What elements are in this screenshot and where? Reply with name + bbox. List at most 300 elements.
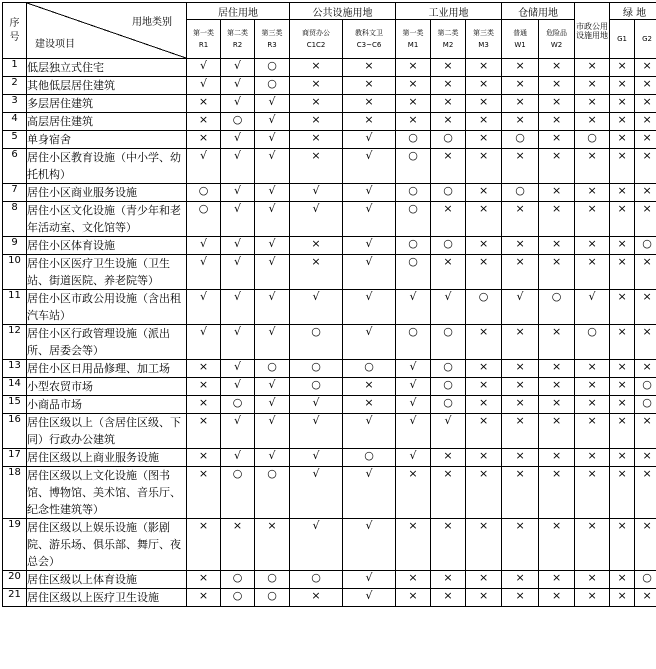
- compat-mark: √: [255, 95, 290, 113]
- compat-mark: √: [396, 449, 431, 467]
- compat-mark: ×: [466, 571, 502, 589]
- compat-mark: ×: [610, 378, 635, 396]
- compat-mark: ○: [466, 290, 502, 325]
- compat-mark: ○: [431, 184, 466, 202]
- compat-mark: ×: [187, 589, 221, 607]
- compat-mark: ×: [466, 378, 502, 396]
- compat-mark: ×: [502, 149, 539, 184]
- compat-mark: ×: [610, 255, 635, 290]
- row-number: 3: [3, 95, 27, 113]
- compat-mark: √: [290, 290, 343, 325]
- compat-mark: ○: [431, 325, 466, 360]
- compat-mark: ×: [502, 113, 539, 131]
- compat-mark: √: [343, 519, 396, 571]
- compat-mark: ○: [290, 325, 343, 360]
- project-name: 居住小区市政公用设施（含出租汽车站）: [27, 290, 187, 325]
- sub-header-name: 第一类: [402, 29, 424, 37]
- compat-mark: ×: [290, 255, 343, 290]
- table-row: [3, 378, 656, 396]
- row-number: 11: [3, 290, 27, 325]
- compat-mark: ×: [539, 589, 575, 607]
- compat-mark: ×: [396, 59, 431, 77]
- table-row: [3, 255, 656, 290]
- compat-mark: ×: [502, 255, 539, 290]
- compat-mark: ○: [187, 202, 221, 237]
- table-row: [3, 149, 656, 184]
- compat-mark: √: [255, 149, 290, 184]
- compat-mark: ×: [466, 589, 502, 607]
- compat-mark: ×: [575, 184, 610, 202]
- compat-mark: ○: [255, 571, 290, 589]
- compat-mark: ×: [343, 396, 396, 414]
- sub-header: [431, 20, 466, 59]
- compat-mark: ×: [575, 360, 610, 378]
- sub-header-code: G1: [617, 35, 627, 43]
- compat-mark: ○: [343, 449, 396, 467]
- compat-mark: ×: [502, 237, 539, 255]
- compat-mark: ×: [610, 131, 635, 149]
- compat-mark: ×: [635, 467, 656, 519]
- compat-mark: ○: [539, 290, 575, 325]
- project-name: 居住小区教育设施（中小学、幼托机构）: [27, 149, 187, 184]
- sub-header-name: 第二类: [227, 29, 248, 37]
- compat-mark: ×: [575, 149, 610, 184]
- sub-header-code: M1: [407, 41, 419, 49]
- compat-mark: ×: [466, 149, 502, 184]
- project-name: 居住小区日用品修理、加工场: [27, 360, 187, 378]
- compat-mark: ×: [610, 202, 635, 237]
- table-row: [3, 202, 656, 237]
- compat-mark: ×: [502, 378, 539, 396]
- row-number: 12: [3, 325, 27, 360]
- table-row: [3, 519, 656, 571]
- compat-mark: √: [290, 414, 343, 449]
- seq-header-char: 号: [9, 31, 20, 43]
- compat-mark: ×: [635, 202, 656, 237]
- compat-mark: ×: [466, 467, 502, 519]
- compat-mark: ×: [575, 571, 610, 589]
- compat-mark: ×: [635, 519, 656, 571]
- compat-mark: √: [290, 396, 343, 414]
- compat-mark: ×: [187, 378, 221, 396]
- sub-header: [396, 20, 431, 59]
- compat-mark: ×: [635, 255, 656, 290]
- compat-mark: ○: [431, 237, 466, 255]
- compat-mark: ×: [610, 396, 635, 414]
- corner-bottom-label: 建设项目: [35, 39, 75, 50]
- sub-header-code: M2: [442, 41, 454, 49]
- compat-mark: √: [255, 237, 290, 255]
- compat-mark: ×: [575, 95, 610, 113]
- sub-header-code: C3~C6: [356, 41, 382, 49]
- compat-mark: √: [290, 202, 343, 237]
- row-number: 1: [3, 59, 27, 77]
- compat-mark: ×: [290, 149, 343, 184]
- compat-mark: √: [187, 77, 221, 95]
- compat-mark: ×: [575, 467, 610, 519]
- compat-mark: ×: [539, 59, 575, 77]
- compat-mark: √: [221, 77, 255, 95]
- compat-mark: ×: [635, 184, 656, 202]
- compat-mark: √: [290, 184, 343, 202]
- compat-mark: √: [255, 113, 290, 131]
- compat-mark: ×: [635, 360, 656, 378]
- compat-mark: √: [343, 571, 396, 589]
- row-number: 19: [3, 519, 27, 571]
- row-number: 16: [3, 414, 27, 449]
- compat-mark: ×: [343, 378, 396, 396]
- compat-mark: ×: [610, 113, 635, 131]
- table-row: [3, 113, 656, 131]
- compat-mark: ○: [635, 378, 656, 396]
- sub-header: [255, 20, 290, 59]
- compat-mark: ×: [502, 59, 539, 77]
- compat-mark: ○: [221, 589, 255, 607]
- compat-mark: ○: [187, 184, 221, 202]
- compat-mark: ×: [539, 149, 575, 184]
- compat-mark: ○: [255, 589, 290, 607]
- table-row: [3, 131, 656, 149]
- compat-mark: ×: [466, 414, 502, 449]
- compat-mark: √: [255, 378, 290, 396]
- compat-mark: ×: [431, 589, 466, 607]
- project-name: 居住小区体育设施: [27, 237, 187, 255]
- group-header: 市政公用设施用地: [575, 3, 610, 59]
- compat-mark: ×: [539, 255, 575, 290]
- compat-mark: ○: [431, 131, 466, 149]
- compat-mark: ×: [635, 449, 656, 467]
- compat-mark: ×: [343, 95, 396, 113]
- sub-header-code: C1C2: [306, 41, 326, 49]
- compat-mark: √: [396, 360, 431, 378]
- compat-mark: ○: [635, 237, 656, 255]
- compat-mark: √: [221, 449, 255, 467]
- compat-mark: ×: [290, 59, 343, 77]
- compat-mark: √: [431, 290, 466, 325]
- sub-header: [635, 20, 656, 59]
- compat-mark: ×: [635, 113, 656, 131]
- compat-mark: ×: [466, 255, 502, 290]
- compat-mark: √: [255, 184, 290, 202]
- compat-mark: ×: [431, 95, 466, 113]
- compat-mark: ×: [575, 589, 610, 607]
- sub-header-code: W2: [550, 41, 563, 49]
- compat-mark: ×: [610, 519, 635, 571]
- project-name: 居住小区文化设施（青少年和老年活动室、文化馆等）: [27, 202, 187, 237]
- compat-mark: ×: [610, 571, 635, 589]
- project-name: 居住小区行政管理设施（派出所、居委会等）: [27, 325, 187, 360]
- land-use-compatibility-table: [2, 2, 656, 607]
- project-name: 居住区级以上商业服务设施: [27, 449, 187, 467]
- compat-mark: ×: [466, 237, 502, 255]
- compat-mark: √: [255, 131, 290, 149]
- compat-mark: ○: [396, 131, 431, 149]
- compat-mark: √: [290, 449, 343, 467]
- compat-mark: √: [575, 290, 610, 325]
- sub-header-code: G2: [642, 35, 652, 43]
- compat-mark: ×: [343, 113, 396, 131]
- compat-mark: ×: [610, 325, 635, 360]
- compat-mark: ○: [431, 360, 466, 378]
- compat-mark: ×: [575, 237, 610, 255]
- compat-mark: ×: [610, 184, 635, 202]
- compat-mark: ×: [466, 131, 502, 149]
- compat-mark: ×: [396, 519, 431, 571]
- compat-mark: ×: [610, 449, 635, 467]
- compat-mark: √: [343, 414, 396, 449]
- compat-mark: √: [396, 396, 431, 414]
- compat-mark: ×: [635, 290, 656, 325]
- compat-mark: ×: [290, 131, 343, 149]
- compat-mark: √: [221, 202, 255, 237]
- compat-mark: ×: [610, 589, 635, 607]
- group-header: 仓储用地: [502, 3, 575, 20]
- seq-header: [3, 3, 27, 59]
- row-number: 10: [3, 255, 27, 290]
- compat-mark: ○: [221, 113, 255, 131]
- compat-mark: √: [187, 59, 221, 77]
- project-name: 居住区级以上（含居住区级、下同）行政办公建筑: [27, 414, 187, 449]
- corner-header: [27, 3, 187, 59]
- sub-header: [343, 20, 396, 59]
- compat-mark: ×: [575, 449, 610, 467]
- compat-mark: ×: [502, 325, 539, 360]
- compat-mark: ×: [466, 184, 502, 202]
- project-name: 小型农贸市场: [27, 378, 187, 396]
- compat-mark: √: [221, 149, 255, 184]
- compat-mark: ×: [502, 519, 539, 571]
- compat-mark: √: [221, 290, 255, 325]
- project-name: 多层居住建筑: [27, 95, 187, 113]
- compat-mark: √: [187, 255, 221, 290]
- compat-mark: ×: [610, 237, 635, 255]
- compat-mark: ×: [396, 77, 431, 95]
- compat-mark: ×: [539, 467, 575, 519]
- table-row: [3, 59, 656, 77]
- compat-mark: √: [221, 360, 255, 378]
- compat-mark: ×: [502, 202, 539, 237]
- compat-mark: ×: [396, 95, 431, 113]
- sub-header-code: W1: [514, 41, 526, 49]
- compat-mark: ×: [221, 519, 255, 571]
- compat-mark: ×: [290, 237, 343, 255]
- sub-header-code: R1: [198, 41, 209, 49]
- compat-mark: ○: [635, 396, 656, 414]
- compat-mark: √: [396, 378, 431, 396]
- compat-mark: ×: [610, 149, 635, 184]
- compat-mark: ×: [502, 414, 539, 449]
- compat-mark: √: [221, 414, 255, 449]
- compat-mark: ×: [502, 589, 539, 607]
- compat-mark: ×: [539, 396, 575, 414]
- compat-mark: √: [187, 325, 221, 360]
- compat-mark: ×: [502, 77, 539, 95]
- seq-header-char: 序: [9, 17, 20, 29]
- compat-mark: ×: [539, 360, 575, 378]
- table-row: [3, 325, 656, 360]
- compat-mark: ×: [187, 571, 221, 589]
- sub-header-name: 第一类: [193, 29, 214, 37]
- compat-mark: √: [255, 449, 290, 467]
- compat-mark: ×: [431, 59, 466, 77]
- compat-mark: ×: [466, 519, 502, 571]
- compat-mark: ×: [610, 59, 635, 77]
- row-number: 2: [3, 77, 27, 95]
- compat-mark: ×: [610, 95, 635, 113]
- compat-mark: ○: [290, 360, 343, 378]
- compat-mark: ×: [539, 77, 575, 95]
- compat-mark: ×: [539, 449, 575, 467]
- compat-mark: ×: [502, 571, 539, 589]
- compat-mark: √: [255, 290, 290, 325]
- compat-mark: ×: [466, 449, 502, 467]
- compat-mark: ×: [635, 95, 656, 113]
- compat-mark: ×: [187, 95, 221, 113]
- compat-mark: ×: [610, 414, 635, 449]
- sub-header-name: 第三类: [261, 29, 283, 37]
- compat-mark: ○: [575, 131, 610, 149]
- compat-mark: √: [431, 414, 466, 449]
- sub-header-code: R3: [267, 41, 277, 49]
- compat-mark: ×: [396, 467, 431, 519]
- project-name: 居住小区医疗卫生设施（卫生站、街道医院、养老院等）: [27, 255, 187, 290]
- project-name: 小商品市场: [27, 396, 187, 414]
- compat-mark: √: [343, 290, 396, 325]
- sub-header: [221, 20, 255, 59]
- compat-mark: ×: [502, 467, 539, 519]
- compat-mark: ×: [187, 113, 221, 131]
- compat-mark: ×: [187, 360, 221, 378]
- corner-top-label: 用地类别: [132, 17, 172, 28]
- compat-mark: ×: [502, 360, 539, 378]
- compat-mark: ○: [431, 378, 466, 396]
- compat-mark: √: [221, 59, 255, 77]
- compat-mark: ×: [431, 149, 466, 184]
- row-number: 9: [3, 237, 27, 255]
- compat-mark: √: [343, 202, 396, 237]
- compat-mark: ×: [539, 184, 575, 202]
- sub-header: [290, 20, 343, 59]
- compat-mark: ×: [539, 237, 575, 255]
- compat-mark: ○: [575, 325, 610, 360]
- sub-header-code: M3: [478, 41, 489, 49]
- compat-mark: ×: [466, 59, 502, 77]
- row-number: 15: [3, 396, 27, 414]
- compat-mark: ×: [431, 571, 466, 589]
- project-name: 其他低层居住建筑: [27, 77, 187, 95]
- group-header: 居住用地: [187, 3, 290, 20]
- project-name: 单身宿舍: [27, 131, 187, 149]
- row-number: 21: [3, 589, 27, 607]
- compat-mark: √: [343, 467, 396, 519]
- compat-mark: √: [255, 202, 290, 237]
- project-name: 居住小区商业服务设施: [27, 184, 187, 202]
- group-header: 工业用地: [396, 3, 502, 20]
- compat-mark: ○: [502, 131, 539, 149]
- header-row-groups: [3, 3, 656, 20]
- compat-mark: ○: [343, 360, 396, 378]
- compat-mark: √: [343, 237, 396, 255]
- row-number: 20: [3, 571, 27, 589]
- compat-mark: ○: [221, 396, 255, 414]
- compat-mark: ×: [575, 378, 610, 396]
- compat-mark: ○: [255, 77, 290, 95]
- sub-header-name: 商贸办公: [302, 29, 331, 37]
- compat-mark: ×: [635, 131, 656, 149]
- compat-mark: ×: [575, 414, 610, 449]
- project-name: 居住区级以上体育设施: [27, 571, 187, 589]
- row-number: 18: [3, 467, 27, 519]
- compat-mark: ×: [539, 95, 575, 113]
- compat-mark: √: [221, 325, 255, 360]
- compat-mark: ○: [396, 184, 431, 202]
- compat-mark: ×: [539, 519, 575, 571]
- compat-mark: √: [221, 95, 255, 113]
- compat-mark: √: [221, 378, 255, 396]
- compat-mark: ×: [575, 77, 610, 95]
- sub-header-name: 第三类: [473, 29, 495, 37]
- row-number: 6: [3, 149, 27, 184]
- table-row: [3, 414, 656, 449]
- sub-header-name: 危险品: [546, 29, 568, 37]
- compat-mark: ×: [610, 360, 635, 378]
- table-row: [3, 589, 656, 607]
- project-name: 高层居住建筑: [27, 113, 187, 131]
- compat-mark: ×: [431, 255, 466, 290]
- compat-mark: √: [343, 589, 396, 607]
- compat-mark: √: [343, 255, 396, 290]
- compat-mark: √: [255, 396, 290, 414]
- compat-mark: ×: [466, 202, 502, 237]
- compat-mark: ○: [502, 184, 539, 202]
- compat-mark: ×: [575, 202, 610, 237]
- compat-mark: ×: [539, 113, 575, 131]
- compat-mark: ×: [539, 571, 575, 589]
- compat-mark: √: [502, 290, 539, 325]
- compat-mark: ×: [396, 571, 431, 589]
- project-name: 居住区级以上医疗卫生设施: [27, 589, 187, 607]
- compat-mark: √: [255, 414, 290, 449]
- project-name: 居住区级以上文化设施（图书馆、博物馆、美术馆、音乐厅、纪念性建筑等）: [27, 467, 187, 519]
- compat-mark: ○: [396, 255, 431, 290]
- compat-mark: √: [255, 325, 290, 360]
- row-number: 13: [3, 360, 27, 378]
- compat-mark: ○: [221, 571, 255, 589]
- compat-mark: ×: [502, 449, 539, 467]
- compat-mark: ×: [575, 113, 610, 131]
- compat-mark: ×: [466, 113, 502, 131]
- compat-mark: √: [221, 131, 255, 149]
- compat-mark: ×: [187, 519, 221, 571]
- compat-mark: ×: [255, 519, 290, 571]
- compat-mark: √: [343, 325, 396, 360]
- compat-mark: ×: [187, 414, 221, 449]
- compat-mark: ○: [396, 202, 431, 237]
- compat-mark: ×: [575, 59, 610, 77]
- compat-mark: ×: [635, 325, 656, 360]
- compat-mark: ×: [290, 77, 343, 95]
- compat-mark: √: [343, 149, 396, 184]
- compat-mark: √: [290, 519, 343, 571]
- compat-mark: ×: [466, 396, 502, 414]
- compat-mark: √: [221, 255, 255, 290]
- compat-mark: ×: [466, 325, 502, 360]
- compat-mark: ○: [431, 396, 466, 414]
- compat-mark: ×: [431, 77, 466, 95]
- compat-mark: ○: [396, 237, 431, 255]
- table-row: [3, 95, 656, 113]
- compat-mark: ×: [431, 449, 466, 467]
